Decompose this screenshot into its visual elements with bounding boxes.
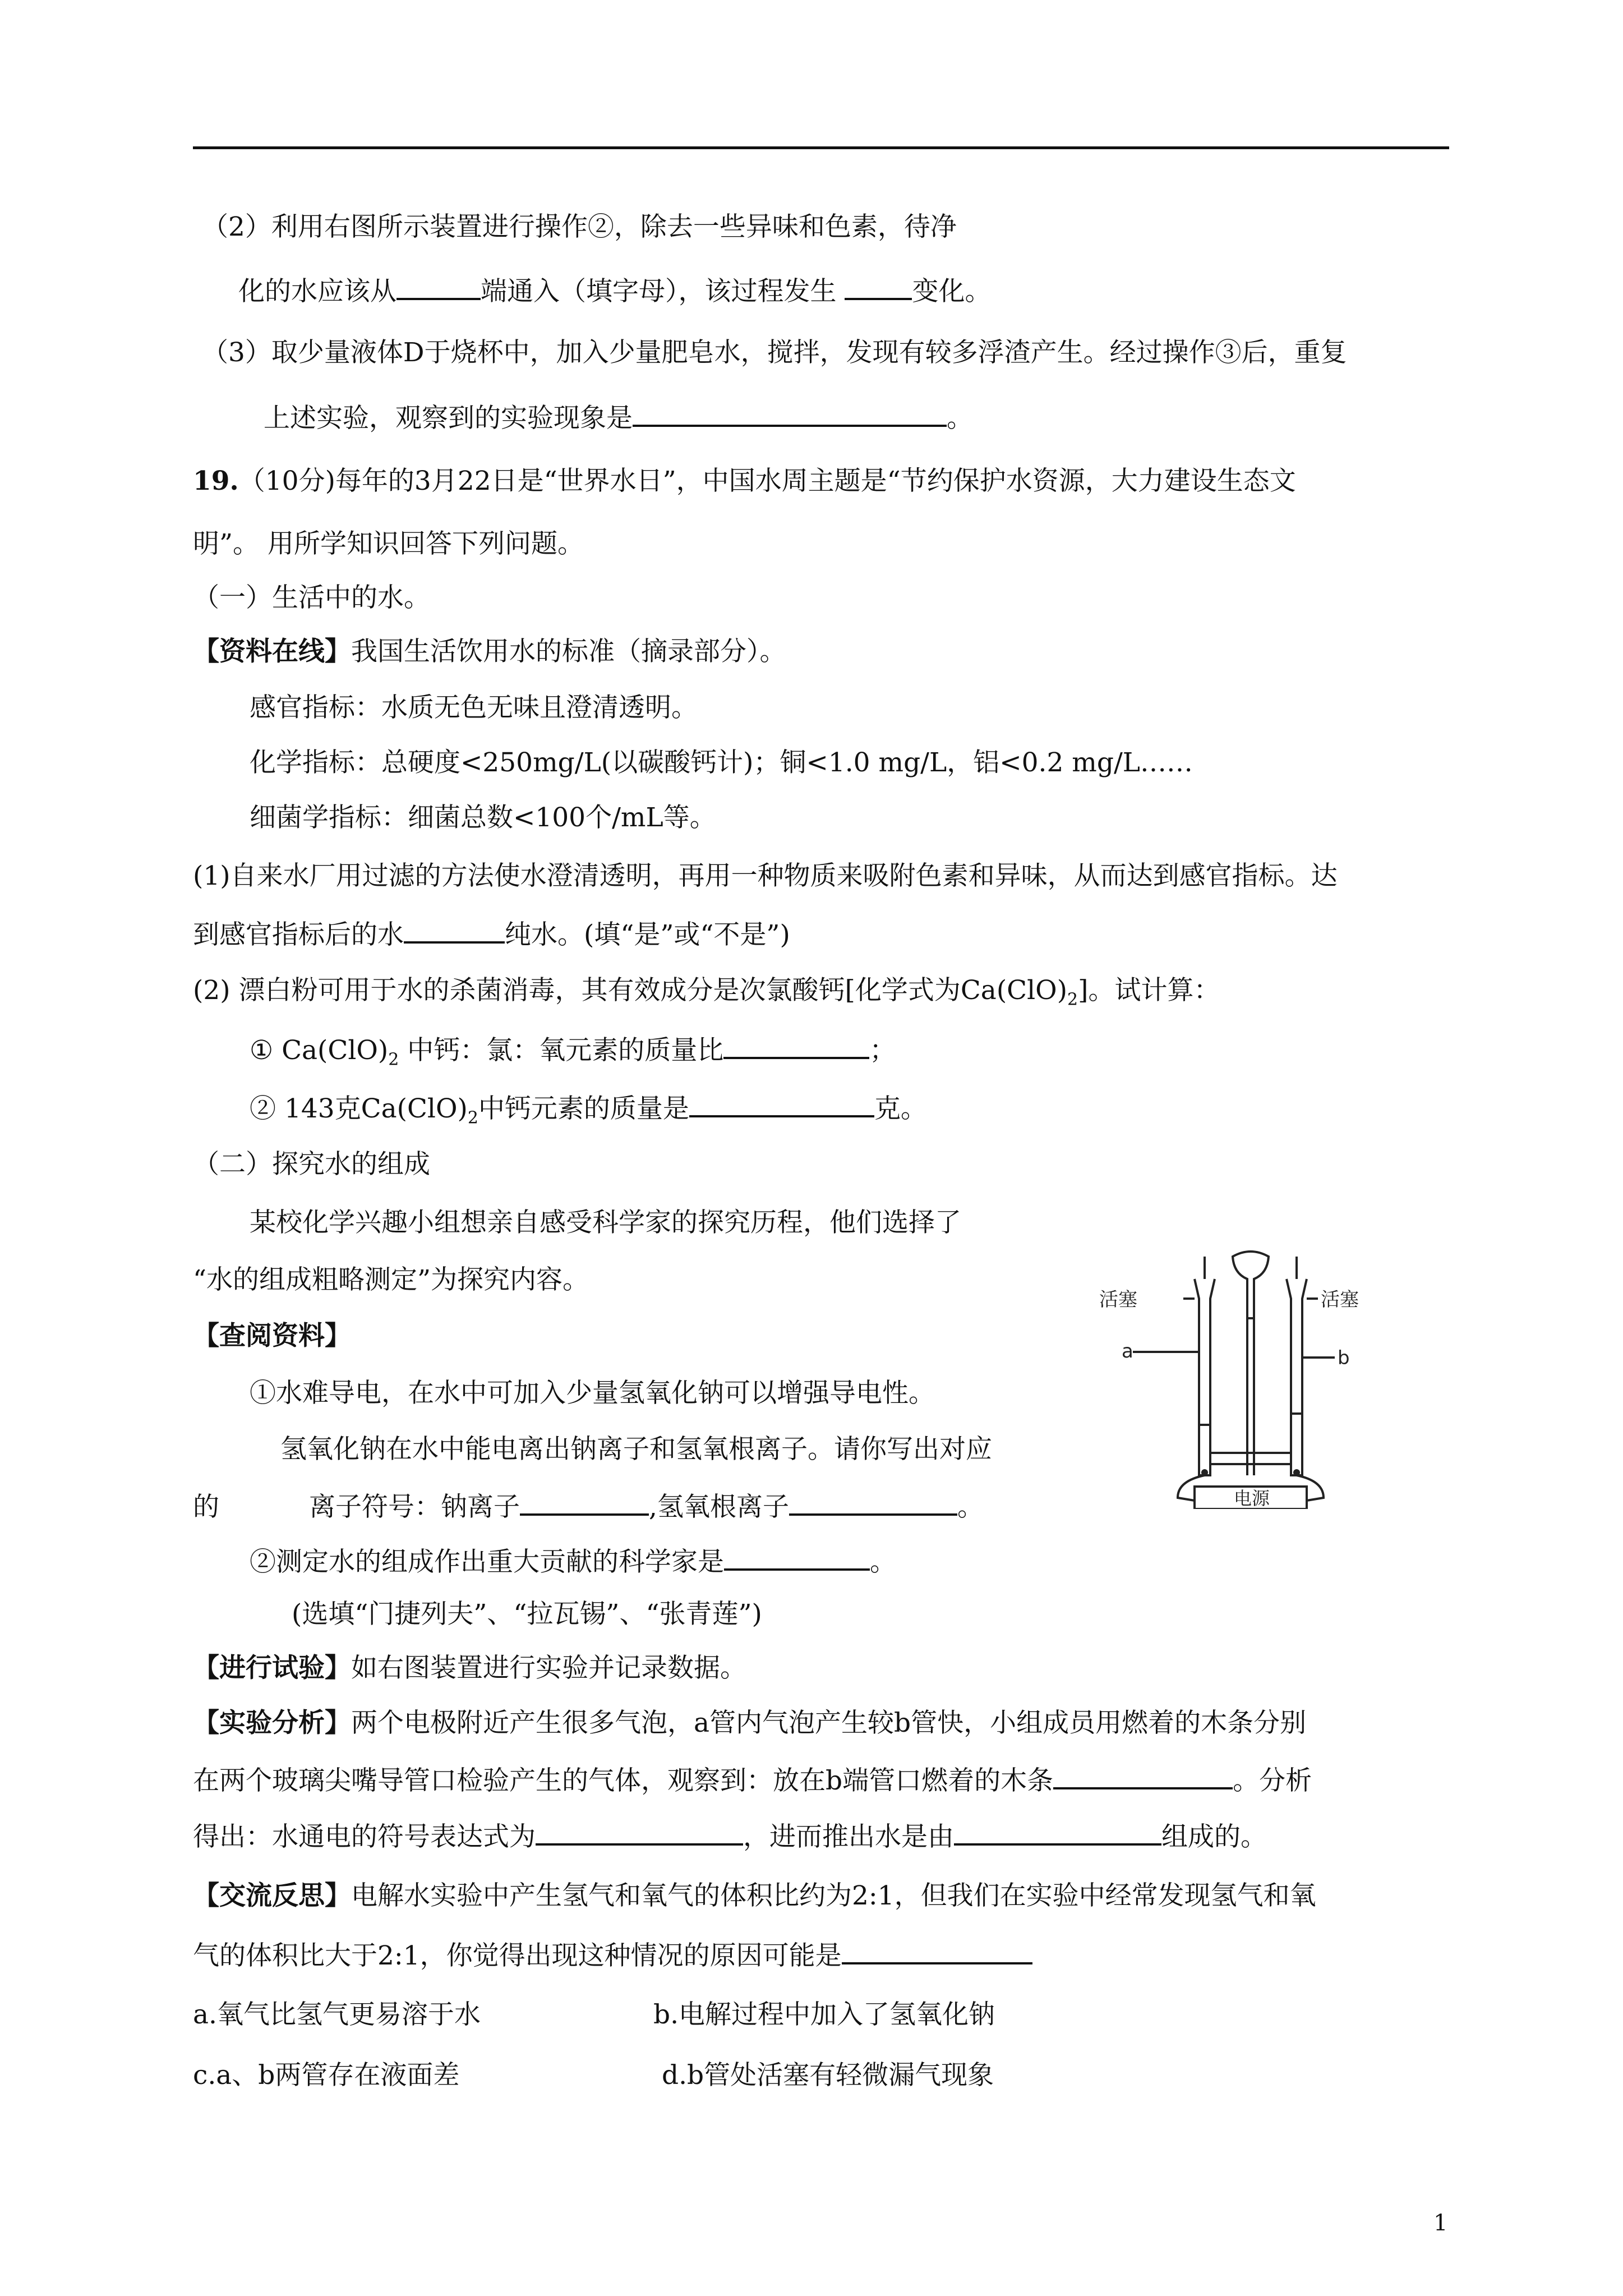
section1-title: （一）生活中的水。: [193, 582, 430, 613]
q19-p2-line1: (2) 漂白粉可用于水的杀菌消毒，其有效成分是次氯酸钙[化学式为$Ca(ClO)_2$]。试计算：: [193, 975, 1220, 1010]
answer-blank[interactable]: [789, 1489, 957, 1516]
question-number: 19.: [193, 466, 239, 496]
analysis-line2: 在两个玻璃尖嘴导管口检验产生的气体，观察到：放在b端管口燃着的木条 。分析: [193, 1763, 1312, 1798]
header-rule: [193, 146, 1449, 149]
lookup-2: 氢氧化钠在水中能电离出钠离子和氢氧根离子。请你写出对应: [280, 1434, 992, 1465]
answer-blank[interactable]: [536, 1819, 743, 1846]
q18-part3-line1: （3）取少量液体D于烧杯中，加入少量肥皂水，搅拌，发现有较多浮渣产生。经过操作③后，重复: [202, 337, 1347, 368]
analysis-line3: 得出：水通电的符号表达式为 ，进而推出水是由 组成的。: [193, 1819, 1267, 1854]
stopcock-right-label: 活塞: [1321, 1289, 1359, 1311]
answer-blank[interactable]: [842, 1938, 1032, 1964]
power-source-label: 电源: [1234, 1488, 1270, 1509]
lookup-1: ①水难导电，在水中可加入少量氢氧化钠可以增强导电性。: [250, 1378, 935, 1409]
answer-blank[interactable]: [520, 1489, 649, 1516]
electrolysis-apparatus-figure: [1099, 1245, 1402, 1509]
q19-p1-line1: (1)自来水厂用过滤的方法使水澄清透明，再用一种物质来吸附色素和异味，从而达到感官指标。达: [193, 861, 1338, 891]
reflect-line1: 【交流反思】电解水实验中产生氢气和氧气的体积比约为2:1，但我们在实验中经常发现氢气和氧: [193, 1880, 1316, 1911]
lookup-4: ②测定水的组成作出重大贡献的科学家是 。: [250, 1544, 896, 1579]
q19-p1-line2: 到感官指标后的水 纯水。(填“是”或“不是”): [193, 917, 790, 952]
q19-p2-item1: ① $Ca(ClO)_2$ 中钙：氯：氧元素的质量比 ；: [250, 1032, 896, 1076]
answer-blank[interactable]: [723, 1032, 869, 1059]
answer-blank[interactable]: [845, 273, 912, 300]
option-a[interactable]: a.氧气比氢气更易溶于水: [193, 1999, 481, 2030]
page-number: 1: [1433, 2210, 1448, 2236]
tube-a-label: a: [1122, 1340, 1133, 1363]
answer-blank[interactable]: [724, 1544, 870, 1571]
answer-blank[interactable]: [1053, 1763, 1233, 1789]
chemical-indicator: 化学指标：总硬度<250mg/L(以碳酸钙计)；铜<1.0 mg/L，铝<0.2 mg/L……: [250, 747, 1193, 778]
exp-line: 【进行试验】如右图装置进行实验并记录数据。: [193, 1653, 746, 1683]
option-c[interactable]: c.a、b两管存在液面差: [193, 2060, 460, 2091]
s2-line1: 某校化学兴趣小组想亲自感受科学家的探究历程，他们选择了: [250, 1207, 961, 1238]
lookup-tag: 【查阅资料】: [193, 1320, 351, 1351]
q18-part2-line1: （2）利用右图所示装置进行操作②，除去一些异味和色素，待净: [202, 211, 957, 242]
reflect-line2: 气的体积比大于2:1，你觉得出现这种情况的原因可能是: [193, 1938, 1032, 1973]
lookup-3: 的 离子符号：钠离子 ,氢氧根离子 。: [193, 1489, 984, 1524]
stopcock-left-label: 活塞: [1099, 1289, 1137, 1311]
q19-intro-line2: 明”。 用所学知识回答下列问题。: [193, 528, 584, 559]
q19-p2-item2: ② 143克$Ca(ClO)_2$中钙元素的质量是 克。: [250, 1091, 927, 1135]
q19-intro-line1: 19.（10分)每年的3月22日是“世界水日”，中国水周主题是“节约保护水资源，大力建设生态文: [193, 466, 1296, 496]
answer-blank[interactable]: [404, 917, 505, 944]
q18-part3-line2: 上述实验，观察到的实验现象是 。: [264, 400, 973, 435]
answer-blank[interactable]: [954, 1819, 1161, 1846]
option-b[interactable]: b.电解过程中加入了氢氧化钠: [653, 1999, 995, 2030]
answer-blank[interactable]: [689, 1091, 874, 1117]
tube-b-label: b: [1338, 1347, 1350, 1369]
info-line: 【资料在线】我国生活饮用水的标准（摘录部分）。: [193, 636, 786, 667]
analysis-line1: 【实验分析】两个电极附近产生很多气泡，a管内气泡产生较b管快，小组成员用燃着的木条分别: [193, 1708, 1307, 1738]
bacterial-indicator: 细菌学指标：细菌总数<100个/mL等。: [250, 802, 716, 833]
answer-blank[interactable]: [633, 400, 947, 427]
s2-line2: “水的组成粗略测定”为探究内容。: [193, 1264, 589, 1295]
option-d[interactable]: d.b管处活塞有轻微漏气现象: [662, 2060, 994, 2091]
sensory-indicator: 感官指标：水质无色无味且澄清透明。: [250, 692, 698, 723]
answer-blank[interactable]: [396, 273, 481, 300]
q18-part2-line2: 化的水应该从 端通入（填字母），该过程发生 变化。: [238, 273, 991, 309]
section2-title: （二）探究水的组成: [193, 1149, 430, 1180]
lookup-5: (选填“门捷列夫”、“拉瓦锡”、“张青莲”): [292, 1599, 762, 1630]
